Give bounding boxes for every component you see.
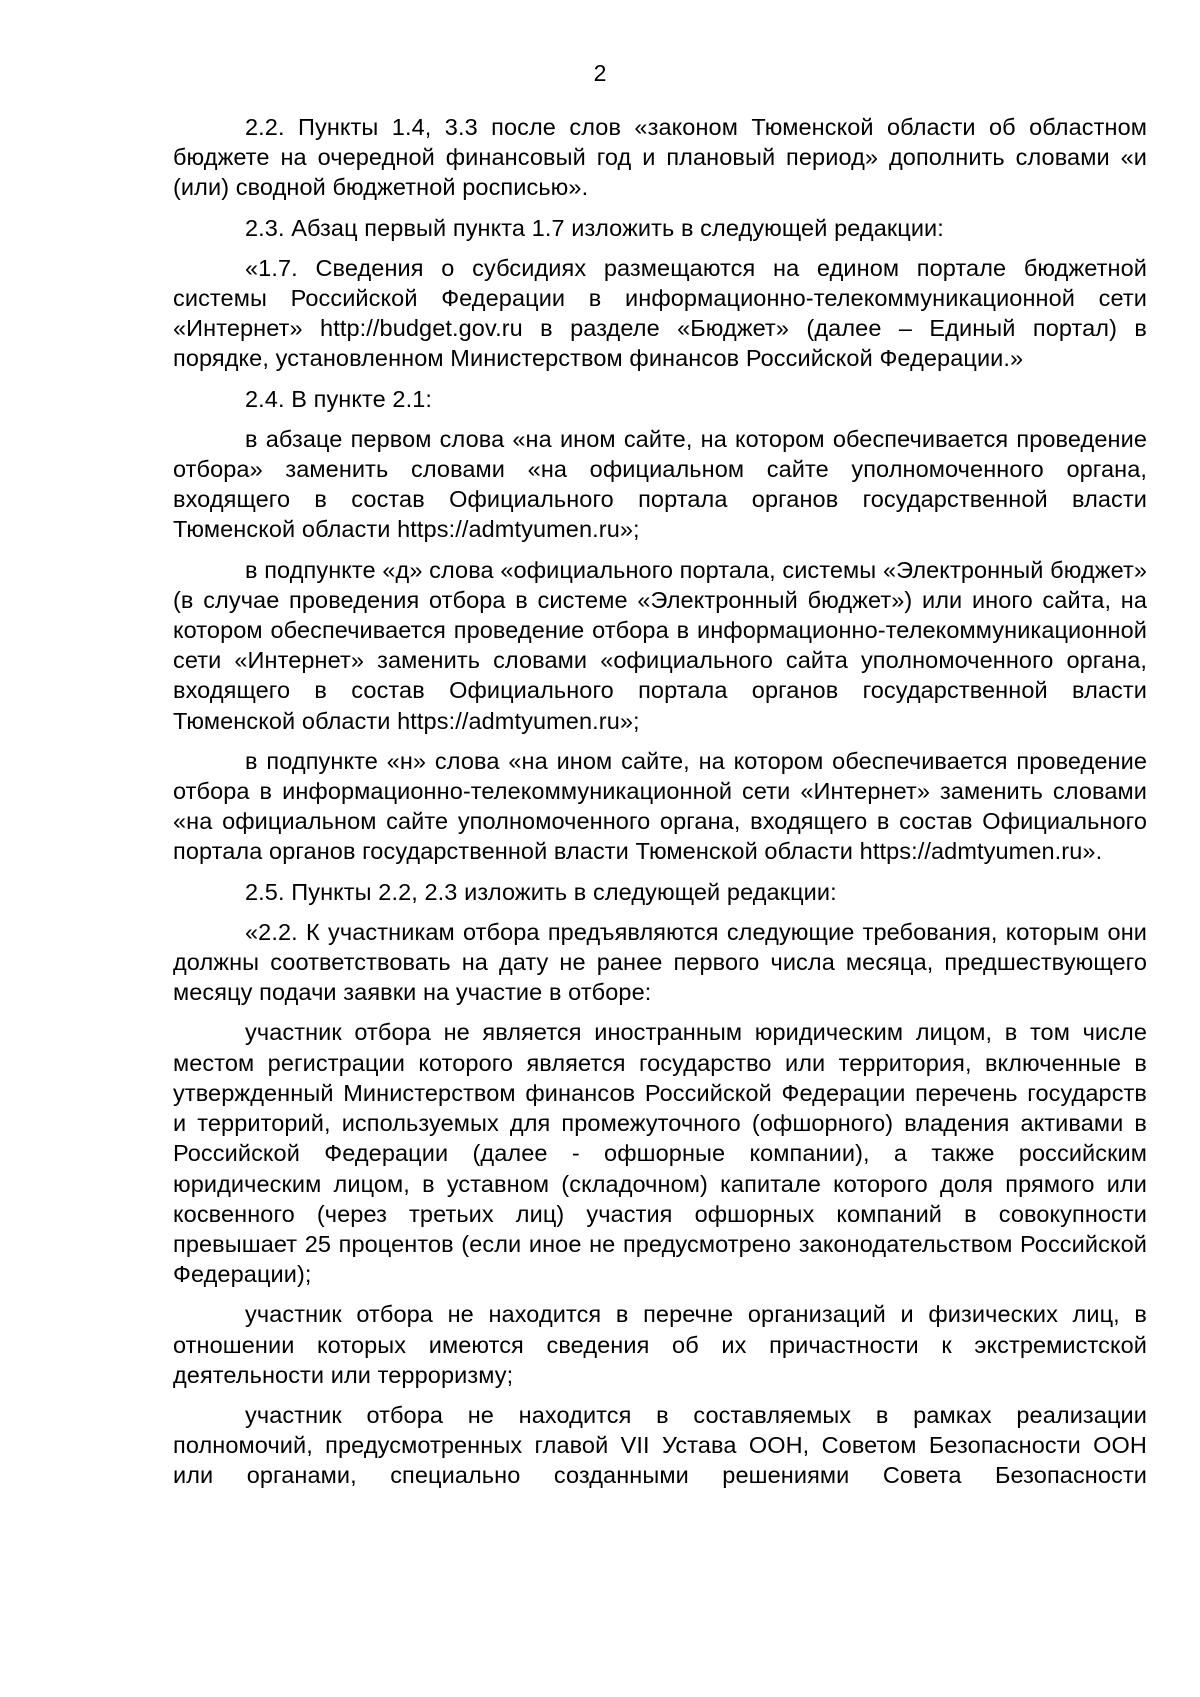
- document-body: [173, 112, 1147, 1491]
- paragraph-1-7-quote: «1.7. Сведения о субсидиях размещаются на едином портале бюджетной системы Российской Федерации в информационно-телекоммуникационной сети «Интернет» http://budget.gov.ru в разделе «Бюджет» (далее – Единый портал) в порядке, установленном Министерством финансов Российской Федерации.»: [173, 254, 1147, 372]
- page-number: 2: [593, 60, 607, 86]
- paragraph-2-4-subpoint-d: в подпункте «д» слова «официального портала, системы «Электронный бюджет» (в случае проведения отбора в системе «Электронный бюджет») или иного сайта, на котором обеспечивается проведение отбора в информационно-телекоммуникационной сети «Интернет» заменить словами «официального сайта уполномоченного органа, входящего в состав Официального портала органов государственной власти Тюменской области https://admtyumen.ru»;: [173, 556, 1147, 734]
- paragraph-requirement-un: участник отбора не находится в составляемых в рамках реализации полномочий, предусмотренных главой VII Устава ООН, Советом Безопасности ООН или органами, специально созданными решениями Совета Безопасности: [173, 1401, 1147, 1489]
- paragraph-requirement-offshore: участник отбора не является иностранным юридическим лицом, в том числе местом регистрации которого является государство или территория, включенные в утвержденный Министерством финансов Российской Федерации перечень государств и территорий, используемых для промежуточного (офшорного) владения активами в Российской Федерации (далее - офшорные компании), а также российским юридическим лицом, в уставном (складочном) капитале которого доля прямого или косвенного (через третьих лиц) участия офшорных компаний в совокупности превышает 25 процентов (если иное не предусмотрено законодательством Российской Федерации);: [173, 1019, 1147, 1288]
- paragraph-2-2-quote: «2.2. К участникам отбора предъявляются следующие требования, которым они должны соответствовать на дату не ранее первого числа месяца, предшествующего месяцу подачи заявки на участие в отборе:: [173, 918, 1147, 1006]
- paragraph-2-4: 2.4. В пункте 2.1:: [245, 385, 433, 412]
- paragraph-2-5: 2.5. Пункты 2.2, 2.3 изложить в следующей редакции:: [245, 878, 837, 905]
- paragraph-2-3: 2.3. Абзац первый пункта 1.7 изложить в следующей редакции:: [245, 214, 944, 241]
- paragraph-2-2: 2.2. Пункты 1.4, 3.3 после слов «законом Тюменской области об областном бюджете на очередной финансовый год и плановый период» дополнить словами «и (или) сводной бюджетной росписью».: [173, 114, 1147, 201]
- paragraph-2-4-first: в абзаце первом слова «на ином сайте, на котором обеспечивается проведение отбора» заменить словами «на официальном сайте уполномоченного органа, входящего в состав Официального портала органов государственной власти Тюменской области https://admtyumen.ru»;: [173, 425, 1147, 543]
- paragraph-requirement-extremism: участник отбора не находится в перечне организаций и физических лиц, в отношении которых имеются сведения об их причастности к экстремистской деятельности или терроризму;: [173, 1301, 1147, 1388]
- paragraph-2-4-subpoint-n: в подпункте «н» слова «на ином сайте, на котором обеспечивается проведение отбора в информационно-телекоммуникационной сети «Интернет» заменить словами «на официальном сайте уполномоченного органа, входящего в состав Официального портала органов государственной власти Тюменской области https://admtyumen.ru».: [173, 747, 1147, 865]
